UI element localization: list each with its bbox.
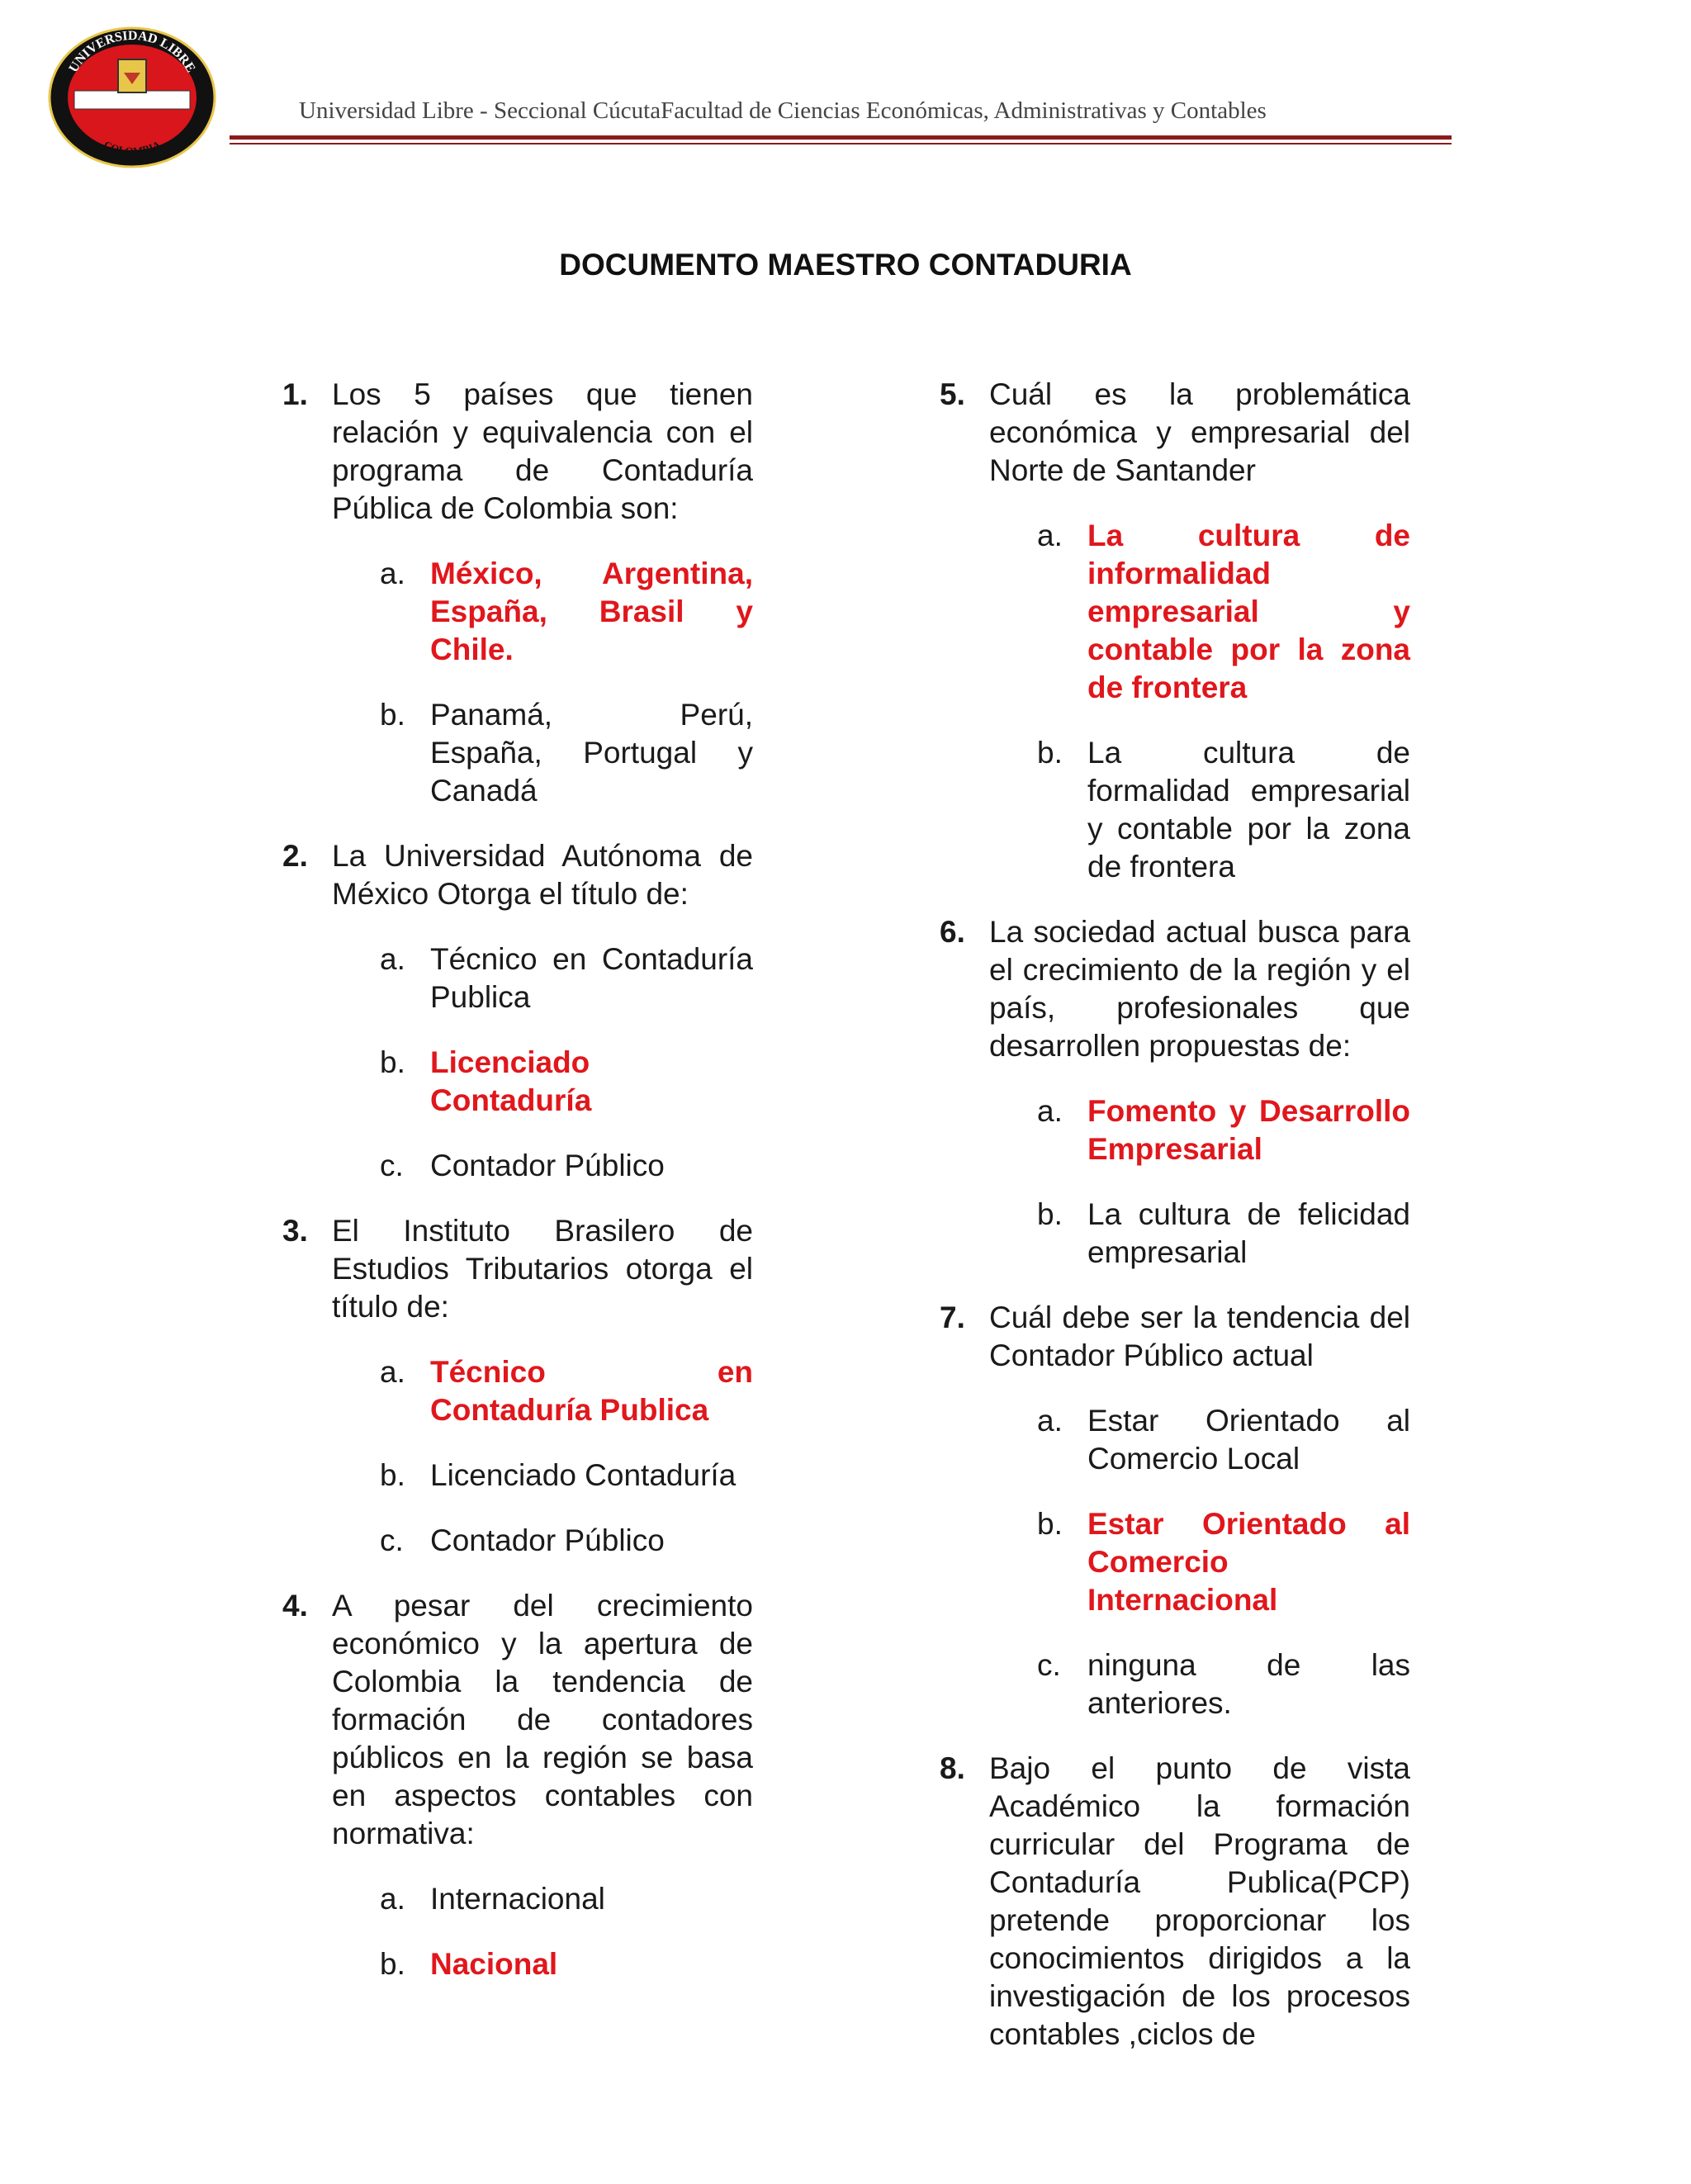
option-text: Fomento y Desarrollo Empresarial <box>1087 1094 1410 1166</box>
option-text: Contador Público <box>430 1523 665 1557</box>
answer-option <box>282 696 753 810</box>
option-letter: a. <box>380 557 405 590</box>
answer-option-correct <box>940 1092 1410 1168</box>
option-letter: b. <box>380 698 405 732</box>
option-text: México, Argentina, España, Brasil y Chile. <box>430 557 753 666</box>
option-letter: c. <box>1037 1648 1061 1682</box>
option-letter: a. <box>1037 519 1063 552</box>
answer-option <box>940 1196 1410 1272</box>
option-letter: b. <box>380 1045 405 1079</box>
answer-option-correct <box>282 1945 753 1983</box>
question <box>282 1212 753 1326</box>
option-letter: a. <box>380 942 405 976</box>
question <box>282 376 753 528</box>
option-letter: a. <box>1037 1094 1063 1128</box>
option-text: Estar Orientado al Comercio Local <box>1087 1404 1410 1476</box>
university-seal-logo <box>45 25 219 169</box>
header-rule-thin <box>230 143 1452 144</box>
option-text: Técnico en Contaduría Publica <box>430 942 753 1014</box>
question-text: A pesar del crecimiento económico y la apertura de Colombia la tendencia de formación de contadores públicos en la región se basa en aspectos contables con normativa: <box>332 1589 753 1850</box>
question <box>940 1299 1410 1375</box>
option-text: Técnico en Contaduría Publica <box>430 1355 753 1427</box>
answer-option <box>282 1522 753 1560</box>
question-number: 6. <box>940 915 965 949</box>
option-letter: c. <box>380 1149 404 1182</box>
option-letter: b. <box>380 1458 405 1492</box>
question-number: 4. <box>282 1589 308 1623</box>
option-letter: c. <box>380 1523 404 1557</box>
question-text: El Instituto Brasilero de Estudios Tributarios otorga el título de: <box>332 1214 753 1324</box>
question-text: Los 5 países que tienen relación y equivalencia con el programa de Contaduría Pública de Colombia son: <box>332 377 753 525</box>
answer-option <box>940 1646 1410 1722</box>
answer-option <box>940 1402 1410 1478</box>
question <box>940 913 1410 1065</box>
left-column <box>282 376 753 2011</box>
logo-text-top: UNIVERSIDAD LIBRE <box>66 28 198 75</box>
question-text: Cuál debe ser la tendencia del Contador Público actual <box>989 1300 1410 1372</box>
answer-option <box>282 1880 753 1918</box>
right-column <box>940 376 1410 2081</box>
option-text: Contador Público <box>430 1149 665 1182</box>
option-text: Panamá, Perú, España, Portugal y Canadá <box>430 698 753 808</box>
option-text: La cultura de felicidad empresarial <box>1087 1197 1410 1269</box>
option-text: Nacional <box>430 1947 558 1981</box>
option-text: Licenciado Contaduría <box>430 1458 737 1492</box>
question-number: 8. <box>940 1751 965 1785</box>
header-rule <box>230 135 1452 140</box>
option-text: Estar Orientado al Comercio Internacional <box>1087 1507 1410 1617</box>
logo-text-bottom: COLOMBIA <box>102 138 163 158</box>
question-text: La sociedad actual busca para el crecimiento de la región y el país, profesionales que desarrollen propuestas de: <box>989 915 1410 1063</box>
answer-option-correct <box>282 1353 753 1429</box>
question-number: 2. <box>282 839 308 873</box>
answer-option <box>282 1147 753 1185</box>
question <box>282 837 753 913</box>
question <box>940 376 1410 490</box>
option-letter: b. <box>380 1947 405 1981</box>
option-text: Licenciado Contaduría <box>430 1045 592 1117</box>
question <box>940 1750 1410 2054</box>
question-text: Bajo el punto de vista Académico la formación curricular del Programa de Contaduría Publica(PCP) pretende proporcionar los conocimientos dirigidos a la investigación de los procesos contables ,ciclos de <box>989 1751 1410 2051</box>
option-letter: b. <box>1037 1507 1063 1541</box>
answer-option <box>940 734 1410 886</box>
option-letter: b. <box>1037 736 1063 770</box>
question-text: Cuál es la problemática económica y empresarial del Norte de Santander <box>989 377 1410 487</box>
option-letter: b. <box>1037 1197 1063 1231</box>
option-letter: a. <box>1037 1404 1063 1438</box>
question-number: 5. <box>940 377 965 411</box>
question-number: 7. <box>940 1300 965 1334</box>
answer-option-correct <box>940 517 1410 707</box>
header-institution: Universidad Libre - Seccional CúcutaFacultad de Ciencias Económicas, Administrativas y Contables <box>299 97 1267 124</box>
option-text: La cultura de informalidad empresarial y contable por la zona de frontera <box>1087 519 1410 704</box>
option-text: Internacional <box>430 1882 605 1916</box>
question-text: La Universidad Autónoma de México Otorga el título de: <box>332 839 753 911</box>
answer-option-correct <box>282 555 753 669</box>
answer-option-correct <box>940 1505 1410 1619</box>
page-title: DOCUMENTO MAESTRO CONTADURIA <box>559 248 1132 282</box>
answer-option <box>282 940 753 1016</box>
answer-option <box>282 1457 753 1495</box>
option-letter: a. <box>380 1355 405 1389</box>
question-number: 3. <box>282 1214 308 1248</box>
option-text: La cultura de formalidad empresarial y contable por la zona de frontera <box>1087 736 1410 884</box>
question-number: 1. <box>282 377 308 411</box>
option-letter: a. <box>380 1882 405 1916</box>
answer-option-correct <box>282 1044 753 1120</box>
option-text: ninguna de las anteriores. <box>1087 1648 1410 1720</box>
question <box>282 1587 753 1853</box>
